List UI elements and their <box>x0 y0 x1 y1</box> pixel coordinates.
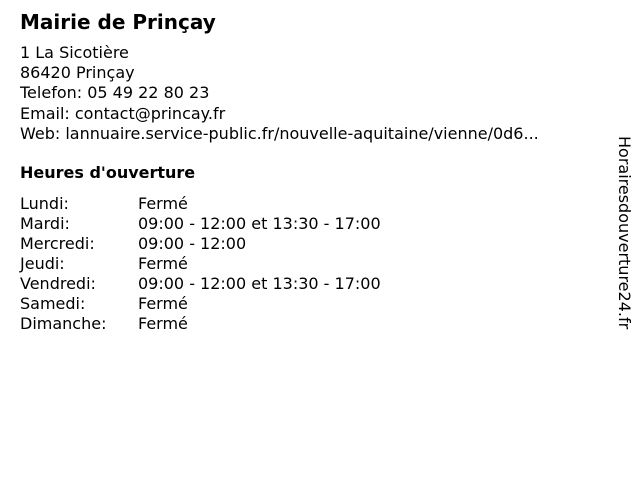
site-brand-vertical: Horairesdouverture24.fr <box>615 136 634 330</box>
time-value: Fermé <box>138 254 188 273</box>
day-label: Samedi: <box>20 294 86 313</box>
time-value: 09:00 - 12:00 et 13:30 - 17:00 <box>138 274 381 293</box>
email-address: Email: contact@princay.fr <box>20 103 226 123</box>
hours-heading: Heures d'ouverture <box>20 163 196 182</box>
phone-number: Telefon: 05 49 22 80 23 <box>20 83 210 103</box>
time-value: 09:00 - 12:00 et 13:30 - 17:00 <box>138 214 381 233</box>
day-label: Dimanche: <box>20 314 107 333</box>
day-label: Jeudi: <box>20 254 65 273</box>
time-value: Fermé <box>138 294 188 313</box>
address-block <box>20 43 539 144</box>
time-value: 09:00 - 12:00 <box>138 234 247 253</box>
street-address: 1 La Sicotière <box>20 43 129 62</box>
page-title: Mairie de Prinçay <box>20 10 216 34</box>
day-label: Lundi: <box>20 194 69 213</box>
time-value: Fermé <box>138 194 188 213</box>
day-label: Mardi: <box>20 214 70 233</box>
day-label: Mercredi: <box>20 234 95 253</box>
website-link[interactable]: Web: lannuaire.service-public.fr/nouvelle-aquitaine/vienne/0d6... <box>20 123 539 143</box>
postal-city: 86420 Prinçay <box>20 63 135 83</box>
day-label: Vendredi: <box>20 274 96 293</box>
time-value: Fermé <box>138 314 188 333</box>
